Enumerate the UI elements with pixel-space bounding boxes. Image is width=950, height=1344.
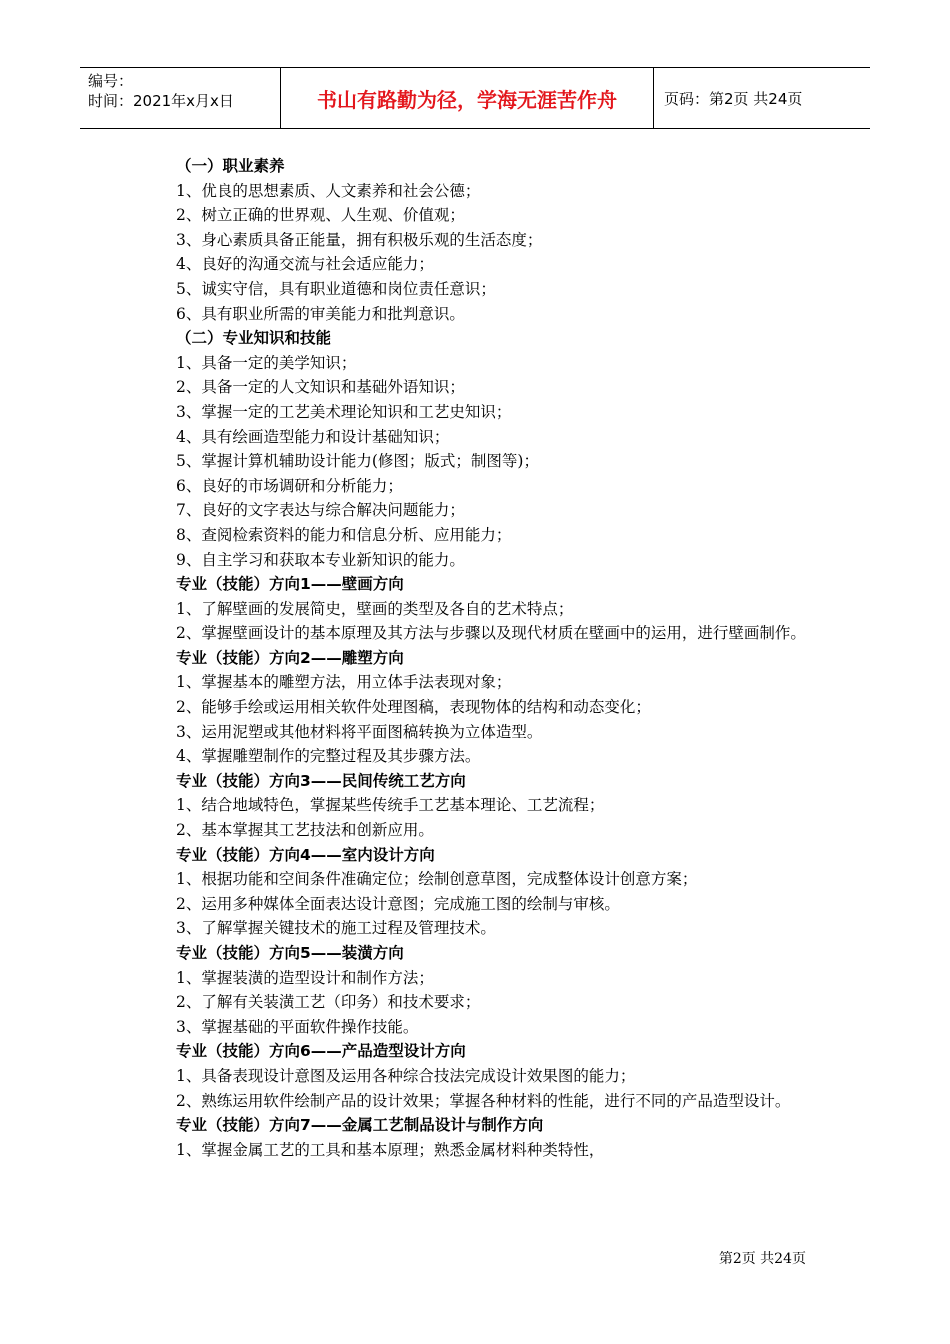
section-heading: 专业（技能）方向7——金属工艺制品设计与制作方向 (176, 1116, 544, 1135)
body-paragraph: 4、良好的沟通交流与社会适应能力； (176, 255, 434, 274)
body-paragraph: 5、诚实守信，具有职业道德和岗位责任意识； (176, 279, 496, 298)
body-paragraph: 1、根据功能和空间条件准确定位；绘制创意草图，完成整体设计创意方案； (176, 870, 698, 889)
section-heading: （一）职业素养 (176, 157, 285, 175)
section-heading: 专业（技能）方向4——室内设计方向 (176, 845, 435, 864)
body-paragraph: 1、掌握装潢的造型设计和制作方法； (176, 968, 434, 987)
header-meta (80, 68, 281, 128)
body-paragraph: 3、掌握一定的工艺美术理论知识和工艺史知识； (176, 402, 512, 421)
body-paragraph: 4、掌握雕塑制作的完整过程及其步骤方法。 (176, 747, 481, 766)
body-paragraph: 2、运用多种媒体全面表达设计意图；完成施工图的绘制与审核。 (176, 894, 620, 913)
body-paragraph: 2、能够手绘或运用相关软件处理图稿，表现物体的结构和动态变化； (176, 698, 651, 717)
time-label: 时间：2021年x月x日 (88, 92, 234, 110)
section-heading: 专业（技能）方向6——产品造型设计方向 (176, 1042, 466, 1061)
body-paragraph: 1、具备一定的美学知识； (176, 353, 357, 372)
body-paragraph: 1、了解壁画的发展简史，壁画的类型及各自的艺术特点； (176, 599, 574, 618)
section-heading: 专业（技能）方向2——雕塑方向 (176, 648, 404, 667)
body-paragraph: 3、掌握基础的平面软件操作技能。 (176, 1017, 419, 1036)
body-paragraph: 6、良好的市场调研和分析能力； (176, 476, 403, 495)
section-heading: （二）专业知识和技能 (176, 329, 332, 348)
section-heading: 专业（技能）方向3——民间传统工艺方向 (176, 771, 466, 790)
body-paragraph: 1、掌握金属工艺的工具和基本原理；熟悉金属材料种类特性， (176, 1140, 605, 1159)
body-paragraph: 2、基本掌握其工艺技法和创新应用。 (176, 821, 434, 840)
body-paragraph: 2、具备一定的人文知识和基础外语知识； (176, 378, 465, 397)
body-paragraph: 5、掌握计算机辅助设计能力(修图；版式；制图等)； (176, 452, 539, 471)
body-paragraph: 9、自主学习和获取本专业新知识的能力。 (176, 550, 465, 569)
body-paragraph: 4、具有绘画造型能力和设计基础知识； (176, 427, 450, 446)
header-page-code: 页码：第2页 共24页 (664, 89, 803, 108)
body-paragraph: 2、熟练运用软件绘制产品的设计效果；掌握各种材料的性能，进行不同的产品造型设计。 (176, 1091, 791, 1110)
body-paragraph: 2、了解有关装潢工艺（印务）和技术要求； (176, 993, 481, 1012)
body-paragraph: 3、了解掌握关键技术的施工过程及管理技术。 (176, 919, 496, 938)
serial-label: 编号： (88, 72, 134, 90)
header-motto: 书山有路勤为径，学海无涯苦作舟 (281, 68, 654, 128)
body-paragraph: 1、优良的思想素质、人文素养和社会公德； (176, 181, 481, 200)
document-body (145, 154, 815, 1162)
body-paragraph: 1、掌握基本的雕塑方法，用立体手法表现对象； (176, 673, 512, 692)
body-paragraph: 2、树立正确的世界观、人生观、价值观； (176, 206, 465, 225)
body-paragraph: 7、良好的文字表达与综合解决问题能力； (176, 501, 465, 520)
body-paragraph: 1、结合地域特色，掌握某些传统手工艺基本理论、工艺流程； (176, 796, 605, 815)
body-paragraph: 2、掌握壁画设计的基本原理及其方法与步骤以及现代材质在壁画中的运用，进行壁画制作。 (176, 624, 806, 643)
body-paragraph: 3、身心素质具备正能量，拥有积极乐观的生活态度； (176, 230, 543, 249)
body-paragraph: 3、运用泥塑或其他材料将平面图稿转换为立体造型。 (176, 722, 543, 741)
body-paragraph: 1、具备表现设计意图及运用各种综合技法完成设计效果图的能力； (176, 1066, 636, 1085)
section-heading: 专业（技能）方向5——装潢方向 (176, 944, 404, 962)
body-paragraph: 8、查阅检索资料的能力和信息分析、应用能力； (176, 525, 512, 544)
page-header (80, 67, 870, 129)
section-heading: 专业（技能）方向1——壁画方向 (176, 575, 404, 594)
page-footer: 第2页 共24页 (718, 1251, 806, 1267)
body-paragraph: 6、具有职业所需的审美能力和批判意识。 (176, 304, 465, 323)
